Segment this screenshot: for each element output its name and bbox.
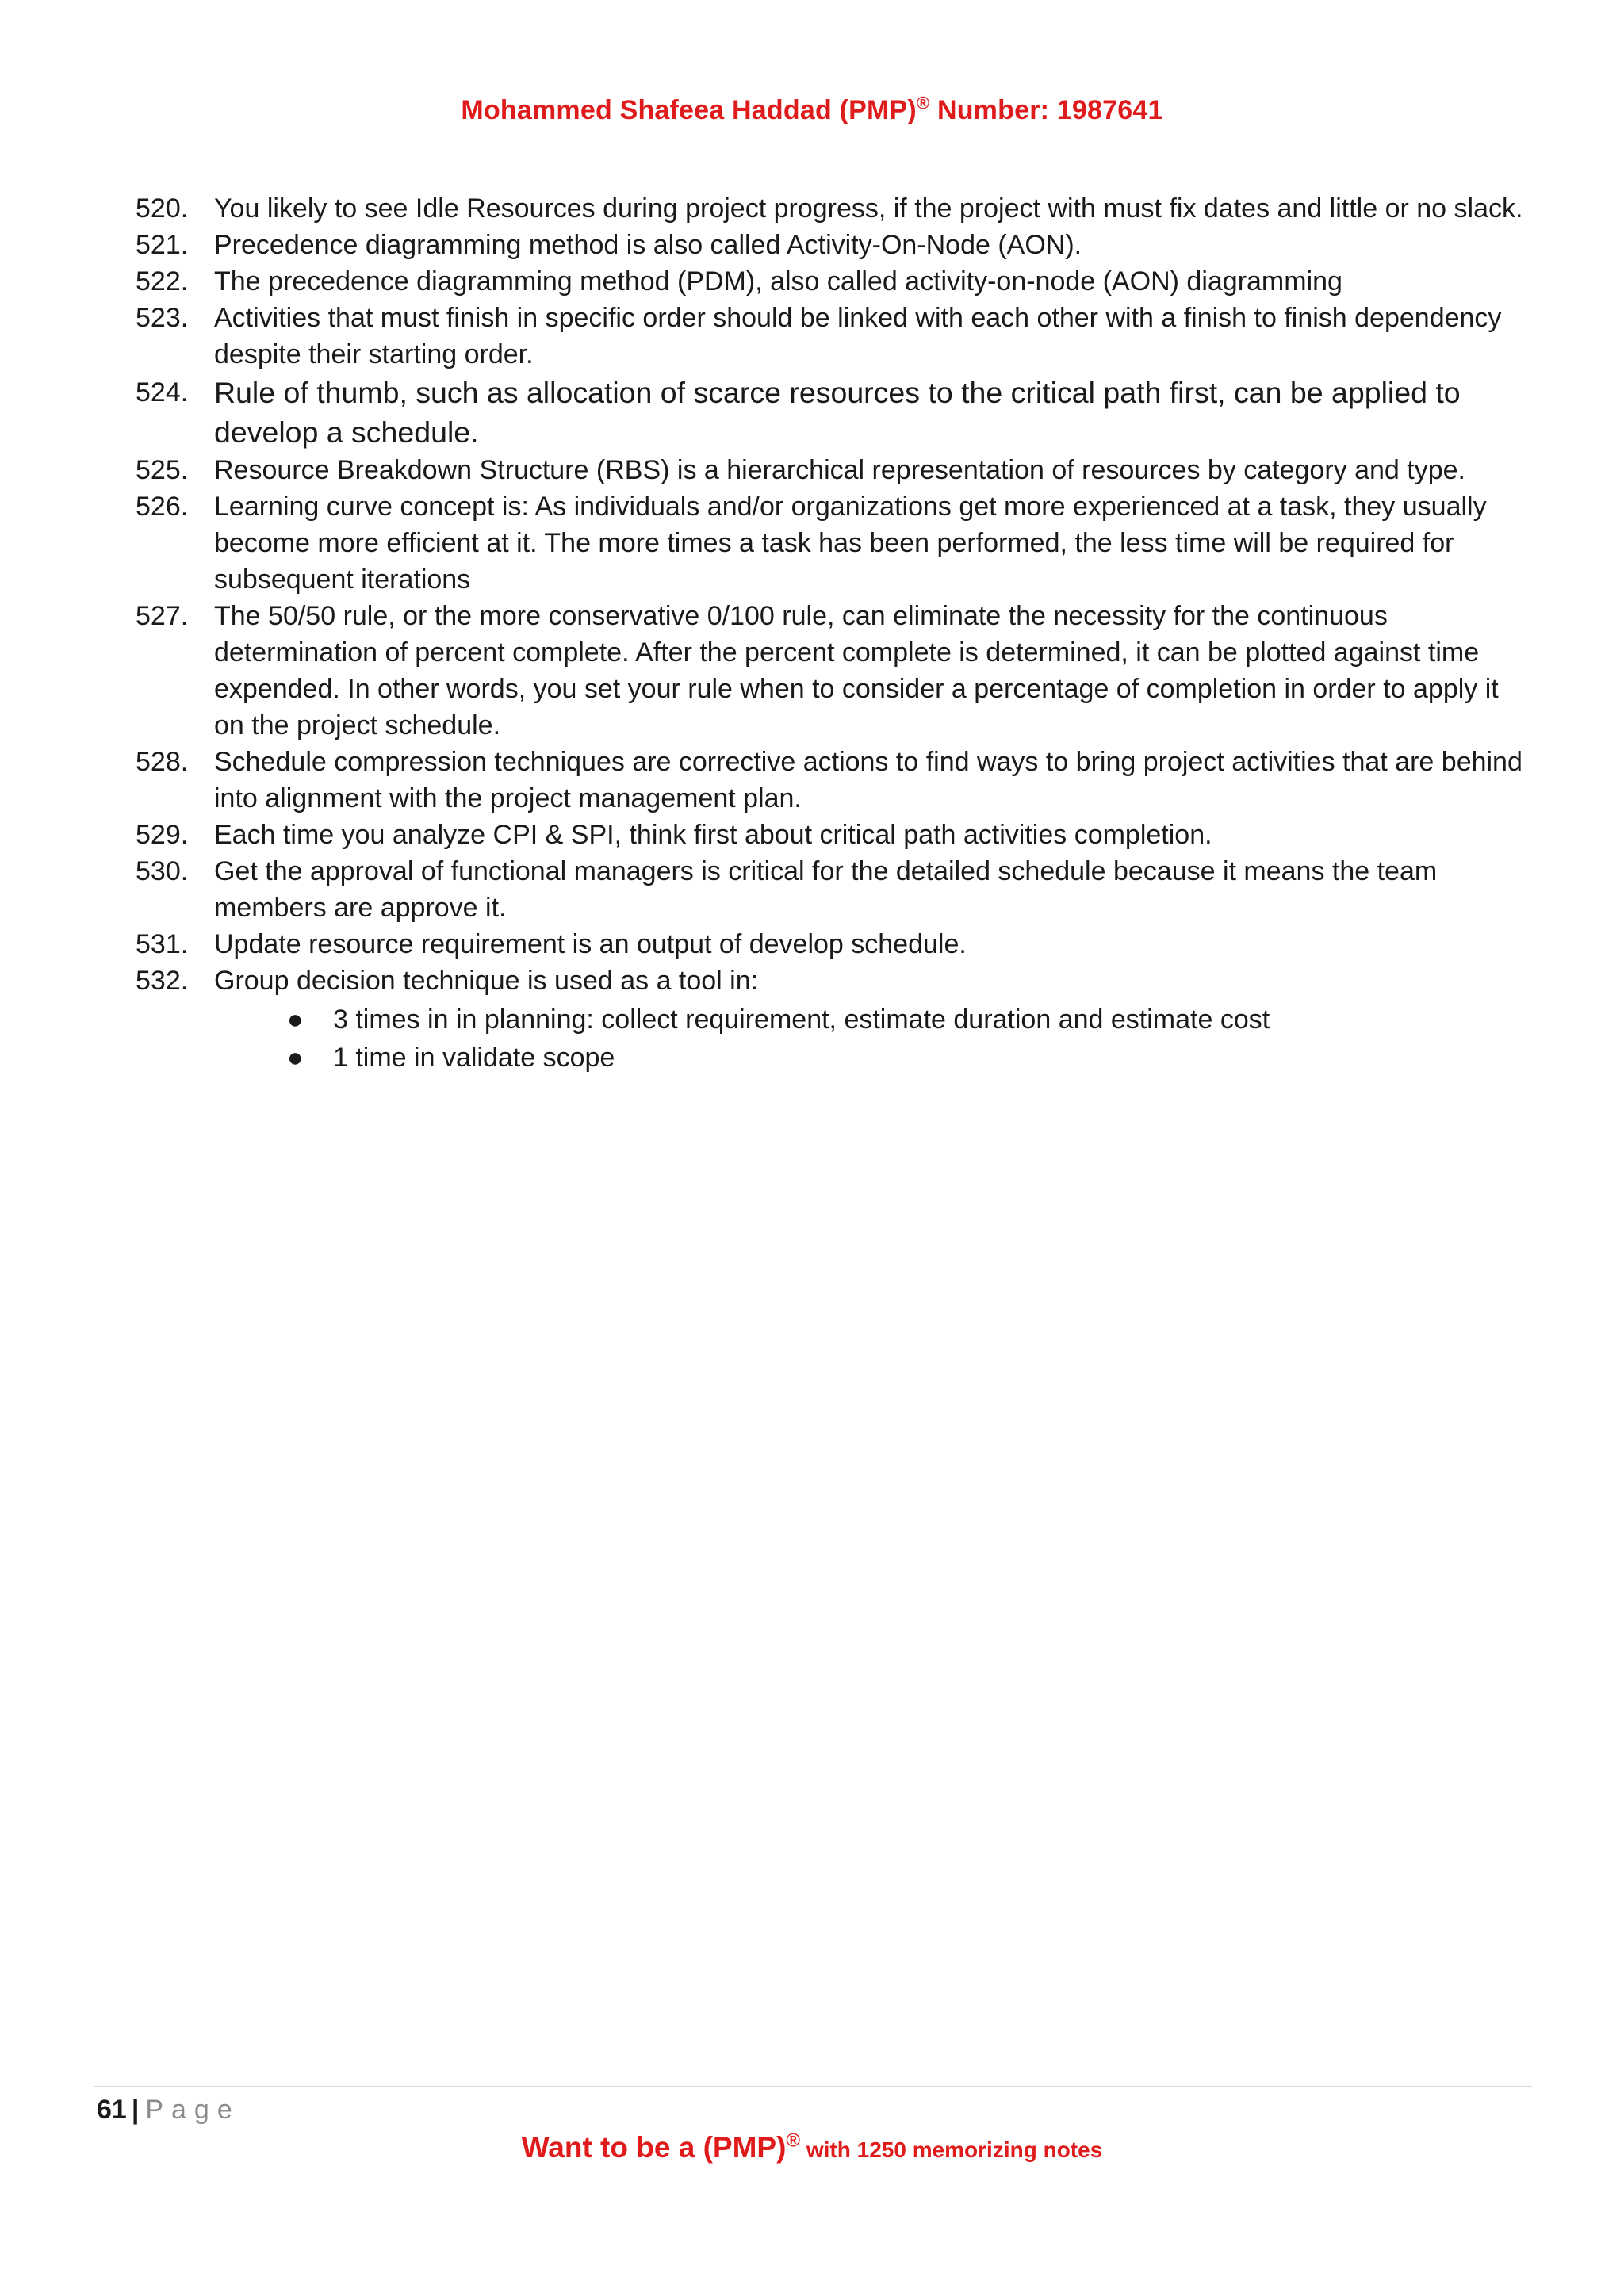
bullet-item — [214, 1001, 1529, 1039]
bullet-text: 3 times in in planning: collect requirement, estimate duration and estimate cost — [333, 1004, 1270, 1035]
note-text: Learning curve concept is: As individuals and/or organizations get more experienced at a task, they usually become more efficient at it. The more times a task has been performed, the less time will be required for subsequent iterations — [214, 492, 1487, 595]
note-number: 525. — [136, 455, 189, 485]
sub-bullet-list — [214, 1001, 1529, 1077]
note-number: 530. — [136, 856, 189, 886]
list-item — [133, 853, 1529, 926]
list-item — [133, 488, 1529, 598]
note-text: Activities that must finish in specific order should be linked with each other with a finish to finish dependency despite their starting order. — [214, 303, 1502, 369]
list-item — [133, 962, 1529, 1077]
note-text: Schedule compression techniques are corrective actions to find ways to bring project activities that are behind into alignment with the project management plan. — [214, 747, 1522, 813]
list-item — [133, 227, 1529, 263]
page-number: 61 — [97, 2095, 127, 2125]
note-number: 523. — [136, 303, 189, 333]
note-number: 526. — [136, 492, 189, 522]
page-separator: | — [131, 2095, 140, 2125]
bullet-dot-icon: ● — [287, 1004, 304, 1035]
note-text: You likely to see Idle Resources during project progress, if the project with must fix dates and little or no slack. — [214, 193, 1523, 224]
bullet-text: 1 time in validate scope — [333, 1043, 615, 1073]
header-number: Number: 1987641 — [929, 95, 1163, 125]
list-item — [133, 300, 1529, 373]
note-text: Update resource requirement is an output of develop schedule. — [214, 929, 967, 959]
note-number: 528. — [136, 747, 189, 777]
list-item — [133, 190, 1529, 227]
note-text: Group decision technique is used as a tool in: — [214, 966, 759, 996]
note-text: The 50/50 rule, or the more conservative 0/100 rule, can eliminate the necessity for the continuous determination of percent complete. After the percent complete is determined, it can be plotted against time expended. In other words, you set your rule when to consider a percentage of completion in order to apply it on the project schedule. — [214, 601, 1499, 740]
note-number: 531. — [136, 929, 189, 959]
bullet-dot-icon: ● — [287, 1043, 304, 1073]
note-text: Rule of thumb, such as allocation of scarce resources to the critical path first, can be applied to develop a schedule. — [214, 376, 1461, 449]
tagline-registered-mark: ® — [786, 2130, 801, 2152]
list-item — [133, 373, 1529, 452]
note-number: 529. — [136, 820, 189, 850]
note-text: Precedence diagramming method is also called Activity-On-Node (AON). — [214, 230, 1082, 260]
note-text: Get the approval of functional managers is critical for the detailed schedule because it means the team members are approve it. — [214, 856, 1438, 923]
header-title: Mohammed Shafeea Haddad (PMP) — [461, 95, 917, 125]
notes-list — [133, 190, 1529, 1077]
list-item — [133, 598, 1529, 744]
footer-tagline — [0, 2131, 1624, 2164]
page-header — [0, 95, 1624, 126]
page-number-label — [97, 2095, 240, 2126]
note-number: 521. — [136, 230, 189, 260]
note-number: 522. — [136, 266, 189, 297]
note-number: 520. — [136, 193, 189, 224]
note-number: 524. — [136, 377, 189, 408]
list-item — [133, 926, 1529, 962]
note-text: Resource Breakdown Structure (RBS) is a hierarchical representation of resources by category and type. — [214, 455, 1465, 485]
tagline-main: Want to be a (PMP) — [521, 2131, 787, 2164]
bullet-item — [214, 1039, 1529, 1077]
note-number: 532. — [136, 966, 189, 996]
list-item — [133, 817, 1529, 853]
note-text: Each time you analyze CPI & SPI, think first about critical path activities completion. — [214, 820, 1212, 850]
page-word: Page — [145, 2095, 240, 2125]
footer-divider — [94, 2086, 1532, 2087]
list-item — [133, 263, 1529, 300]
list-item — [133, 452, 1529, 488]
list-item — [133, 744, 1529, 817]
tagline-small: with 1250 memorizing notes — [800, 2137, 1103, 2162]
note-text: The precedence diagramming method (PDM), also called activity-on-node (AON) diagramming — [214, 266, 1342, 297]
note-number: 527. — [136, 601, 189, 631]
header-registered-mark: ® — [916, 93, 930, 113]
